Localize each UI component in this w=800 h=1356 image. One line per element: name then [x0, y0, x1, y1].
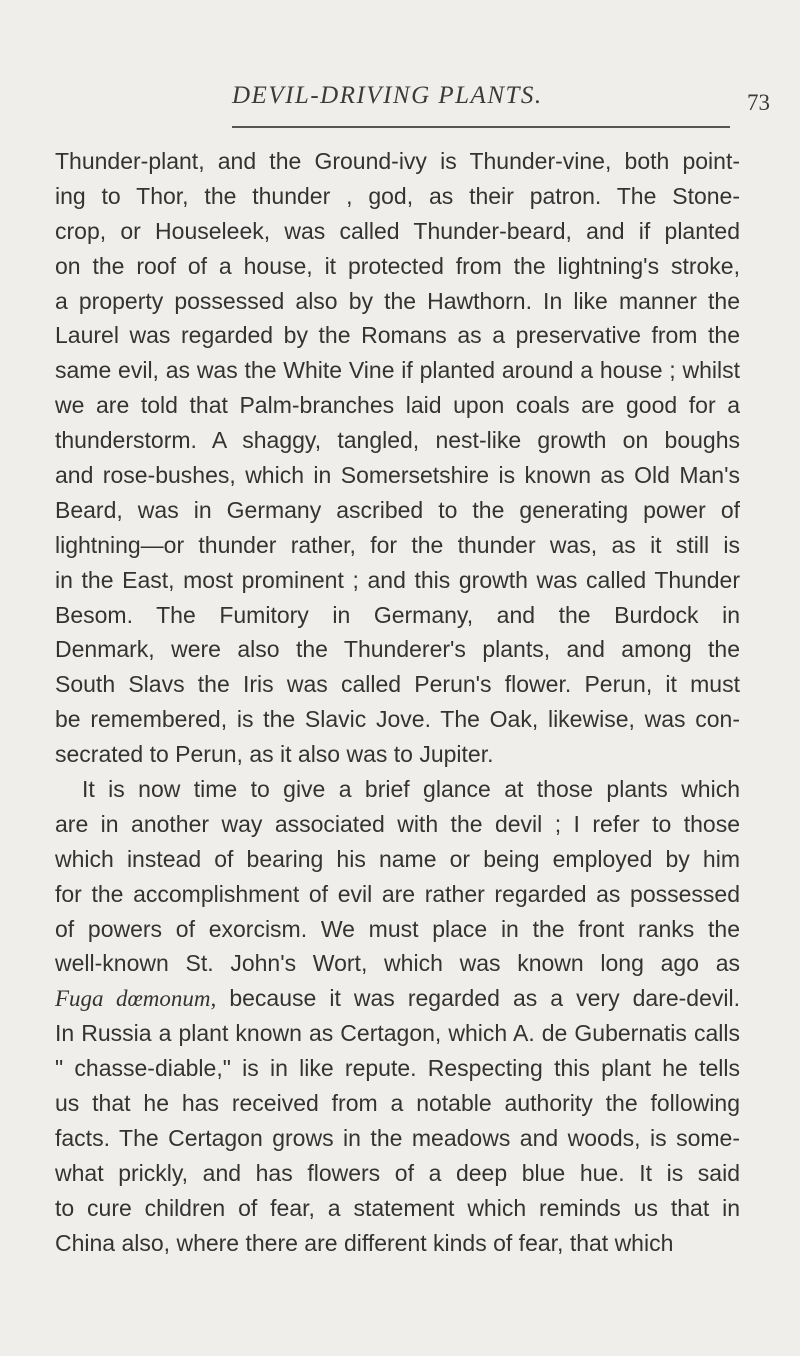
- text-line: of powers of exorcism. We must place in the front ranks the: [55, 915, 740, 942]
- text-line: us that he has received from a notable authority the following: [55, 1090, 740, 1117]
- text-line-with-italic: [55, 981, 740, 1016]
- text-line: well-known St. John's Wort, which was known long ago as: [55, 950, 740, 977]
- text-line: be remembered, is the Slavic Jove. The Oak, likewise, was con-: [55, 706, 740, 733]
- page-number: 73: [747, 90, 770, 115]
- text-line: what prickly, and has flowers of a deep blue hue. It is said: [55, 1159, 740, 1186]
- text-line: Beard, was in Germany ascribed to the generating power of: [55, 496, 740, 523]
- text-line: Besom. The Fumitory in Germany, and the Burdock in: [55, 601, 740, 628]
- text-line: facts. The Certagon grows in the meadows and woods, is some-: [55, 1124, 740, 1151]
- text-line: South Slavs the Iris was called Perun's flower. Perun, it must: [55, 671, 740, 698]
- text-line: same evil, as was the White Vine if planted around a house ; whilst: [55, 357, 740, 384]
- text-line: in the East, most prominent ; and this growth was called Thunder: [55, 566, 740, 593]
- text-line: for the accomplishment of evil are rather regarded as possessed: [55, 880, 740, 907]
- text-line: " chasse-diable," is in like repute. Respecting this plant he tells: [55, 1055, 740, 1082]
- text-line: Thunder-plant, and the Ground-ivy is Thunder-vine, both point-: [55, 148, 740, 174]
- text-line: and rose-bushes, which in Somersetshire is known as Old Man's: [55, 462, 740, 489]
- text-line: a property possessed also by the Hawthorn. In like manner the: [55, 287, 740, 314]
- text-line-remainder: because it was regarded as a very dare-devil.: [229, 985, 740, 1012]
- running-header: [0, 82, 800, 122]
- text-line: lightning—or thunder rather, for the thunder was, as it still is: [55, 531, 740, 558]
- text-line: secrated to Perun, as it also was to Jupiter.: [55, 741, 494, 768]
- text-line: ing to Thor, the thunder , god, as their patron. The Stone-: [55, 182, 740, 209]
- italic-phrase: Fuga dœmonum,: [55, 986, 217, 1012]
- text-line: on the roof of a house, it protected from the lightning's stroke,: [55, 252, 740, 279]
- text-line: to cure children of fear, a statement which reminds us that in: [55, 1194, 740, 1221]
- text-line: which instead of bearing his name or being employed by him: [55, 845, 740, 872]
- text-line: Laurel was regarded by the Romans as a preservative from the: [55, 322, 740, 349]
- text-line: crop, or Houseleek, was called Thunder-beard, and if planted: [55, 217, 740, 244]
- text-line: It is now time to give a brief glance at those plants which: [82, 776, 740, 803]
- text-line: Denmark, were also the Thunderer's plants, and among the: [55, 636, 740, 663]
- text-line: In Russia a plant known as Certagon, which A. de Gubernatis calls: [55, 1020, 740, 1047]
- text-line: we are told that Palm-branches laid upon coals are good for a: [55, 392, 740, 419]
- body-text: [55, 144, 740, 1261]
- text-line: are in another way associated with the devil ; I refer to those: [55, 810, 740, 837]
- header-rule: [232, 126, 730, 128]
- text-line: China also, where there are different kinds of fear, that which: [55, 1229, 674, 1256]
- running-title: DEVIL-DRIVING PLANTS.: [232, 82, 543, 109]
- text-line: thunderstorm. A shaggy, tangled, nest-like growth on boughs: [55, 427, 740, 454]
